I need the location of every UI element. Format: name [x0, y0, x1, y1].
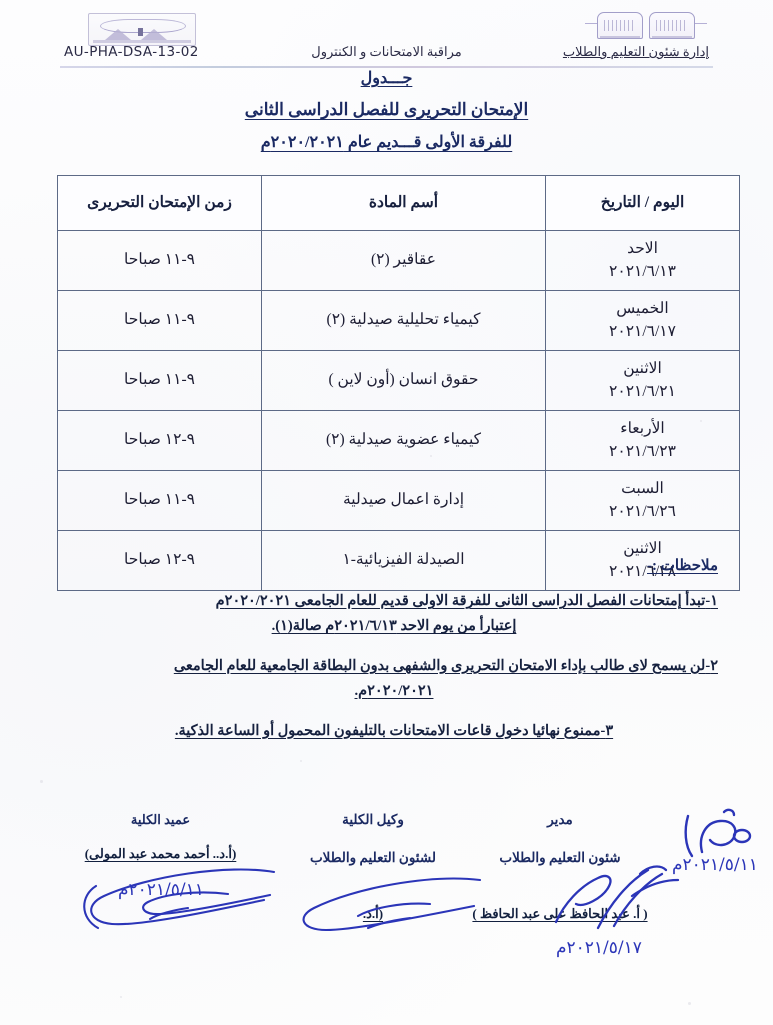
note-text: لن يسمح لاى طالب بإداء الامتحان التحريرى والشفهى بدون البطاقة الجامعية للعام الجامعى: [173, 657, 706, 674]
page-title: جـــدول: [360, 70, 413, 87]
handwritten-date-bottom: ٢٠٢١/٥/١٧م: [556, 938, 642, 958]
note-item: [70, 589, 718, 640]
cell-day-name: السبت: [621, 480, 664, 498]
signature-dean: [53, 812, 268, 862]
note-text: ممنوع نهائيا دخول قاعات الامتحانات بالتليفون المحمول أو الساعة الذكية.: [174, 722, 601, 739]
signature-vice-dean: [273, 812, 473, 922]
cell-day-name: الأربعاء: [620, 420, 665, 438]
scan-speck: [120, 996, 122, 998]
document-code: AU-PHA-DSA-13-02: [64, 44, 199, 60]
cell-subject: حقوق انسان (أون لاين ): [262, 351, 546, 411]
column-header-day-date: اليوم / التاريخ: [546, 176, 740, 231]
note-marker: ٢-: [705, 657, 718, 674]
cell-day-date: [546, 291, 740, 351]
title-year-group: للفرقة الأولى قـــديم عام ٢٠٢٠/٢٠٢١م: [260, 134, 513, 151]
signature-manager-role-line1: مدير: [547, 812, 573, 827]
cell-subject: كيمياء تحليلية صيدلية (٢): [262, 291, 546, 351]
cell-subject: الصيدلة الفيزيائية-١: [262, 531, 546, 591]
cell-day-date: [546, 471, 740, 531]
scan-speck: [40, 780, 43, 783]
cell-day-name: الاحد: [627, 240, 658, 258]
title-exam-term: الإمتحان التحريرى للفصل الدراسى الثانى: [244, 100, 529, 119]
title-block: [0, 68, 773, 152]
note-marker: ١-: [705, 593, 718, 609]
signature-vice-dean-role-line2: لشئون التعليم والطلاب: [309, 850, 437, 865]
note-item: [70, 654, 718, 705]
cell-day-date: [546, 351, 740, 411]
exam-schedule-table: [57, 175, 740, 591]
header-department-control: مراقبة الامتحانات و الكنترول: [311, 44, 462, 59]
cell-exam-time: ٩-١١ صباحا: [58, 471, 262, 531]
cell-exam-time: ٩-١٢ صباحا: [58, 411, 262, 471]
cell-subject: عقاقير (٢): [262, 231, 546, 291]
document-header: [0, 0, 773, 68]
scan-speck: [688, 1002, 691, 1005]
cell-date: ٢٠٢١/٦/١٧: [609, 322, 676, 340]
note-text-continued: ٢٠٢٠/٢٠٢١م.: [354, 683, 434, 700]
note-text: تبدأ إمتحانات الفصل الدراسى الثانى للفرقة الاولى قديم للعام الجامعى ٢٠٢٠/٢٠٢١م: [215, 593, 706, 609]
note-item: [70, 719, 718, 744]
cell-date: ٢٠٢١/٦/١٣: [609, 262, 676, 280]
table-row: [58, 351, 740, 411]
cell-date: ٢٠٢١/٦/٢٨: [609, 562, 676, 580]
signature-block: [0, 812, 773, 962]
table-header-row: [58, 176, 740, 231]
cell-day-name: الاثنين: [623, 360, 662, 378]
header-administration: إدارة شئون التعليم والطلاب: [562, 44, 709, 59]
cell-exam-time: ٩-١١ صباحا: [58, 231, 262, 291]
cell-day-date: [546, 411, 740, 471]
cell-exam-time: ٩-١٢ صباحا: [58, 531, 262, 591]
notes-section: [70, 556, 718, 758]
column-header-time: زمن الإمتحان التحريرى: [58, 176, 262, 231]
signature-dean-role-line1: عميد الكلية: [130, 812, 191, 827]
signature-manager-role-line2: شئون التعليم والطلاب: [499, 850, 621, 865]
note-marker: ٣-: [600, 722, 614, 739]
cell-subject: إدارة اعمال صيدلية: [262, 471, 546, 531]
cell-subject: كيمياء عضوية صيدلية (٢): [262, 411, 546, 471]
cell-day-date: [546, 231, 740, 291]
cell-date: ٢٠٢١/٦/٢١: [609, 382, 676, 400]
cell-exam-time: ٩-١١ صباحا: [58, 351, 262, 411]
cell-date: ٢٠٢١/٦/٢٣: [609, 442, 676, 460]
table-row: [58, 471, 740, 531]
signature-dean-name: (أ.د.. أحمد محمد عبد المولى): [84, 846, 237, 861]
cell-day-name: الخميس: [616, 300, 669, 318]
faculty-crest-logo-icon: [88, 13, 196, 46]
handwritten-date-top: ٢٠٢١/٥/١١م: [672, 855, 758, 875]
note-text-continued: إعتبارأ من يوم الاحد ٢٠٢١/٦/١٣م صالة(١).: [271, 618, 517, 635]
handwritten-date-dean: ٢٠٢١/٥/١١م: [118, 880, 204, 900]
column-header-subject: أسم المادة: [262, 176, 546, 231]
table-row: [58, 231, 740, 291]
signature-vice-dean-role-line1: وكيل الكلية: [342, 812, 404, 827]
notes-title: ملاحظات :-: [647, 558, 718, 574]
signature-vice-dean-name: (أ.د.: [362, 906, 384, 921]
cell-day-name: الاثنين: [623, 540, 662, 558]
university-book-emblem-icon: [597, 9, 695, 42]
cell-date: ٢٠٢١/٦/٢٦: [609, 502, 676, 520]
table-row: [58, 411, 740, 471]
table-row: [58, 291, 740, 351]
signature-manager: [455, 812, 665, 922]
scan-speck: [300, 760, 302, 762]
signature-manager-name: ( أ. عبد الحافظ على عبد الحافظ ): [472, 906, 648, 921]
cell-exam-time: ٩-١١ صباحا: [58, 291, 262, 351]
